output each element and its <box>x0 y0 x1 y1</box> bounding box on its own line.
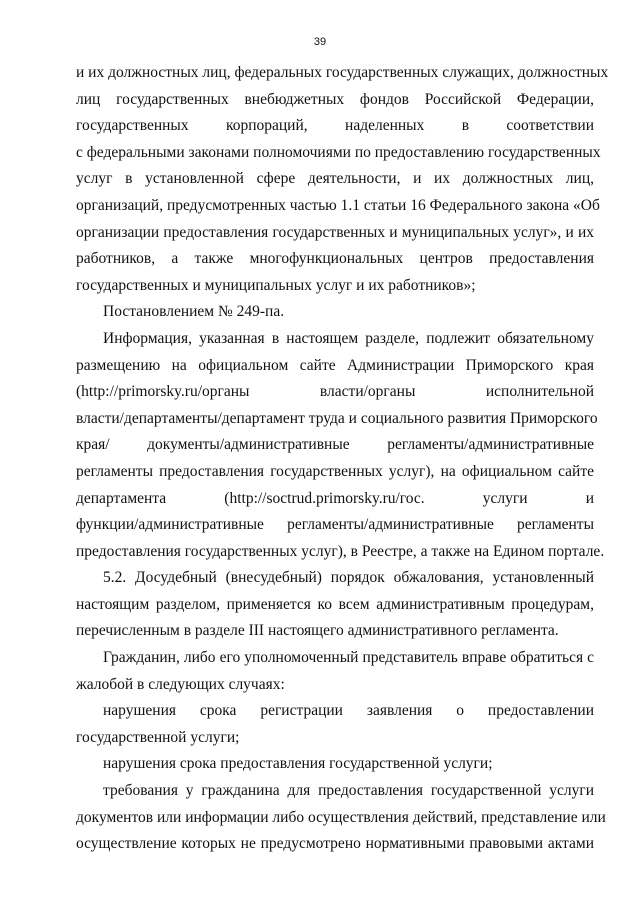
text-line: государственной услуги; <box>76 728 240 746</box>
text-line: перечисленным в разделе III настоящего административного регламента. <box>76 622 559 640</box>
text-line: с федеральными законами полномочиями по предоставлению государственных <box>76 143 601 161</box>
text-line: Постановлением № 249-па. <box>103 303 285 321</box>
page-number: 39 <box>313 36 327 48</box>
text-line: услуг в установленной сфере деятельности, и их должностных лиц, <box>76 170 594 188</box>
text-line: организации предоставления государственных и муниципальных услуг», и их <box>76 223 594 241</box>
text-line: государственных корпораций, наделенных в соответствии <box>76 117 594 135</box>
text-line: предоставления государственных услуг), в Реестре, а также на Едином портале. <box>76 542 605 560</box>
text-line: настоящим разделом, применяется ко всем административным процедурам, <box>76 595 594 613</box>
text-line: (http://primorsky.ru/органы власти/органы исполнительной <box>76 383 594 401</box>
text-line: края/ документы/административные регламенты/административные <box>76 436 594 454</box>
text-line: документов или информации либо осуществления действий, представление или <box>76 808 606 826</box>
text-line: организаций, предусмотренных частью 1.1 статьи 16 Федерального закона «Об <box>76 196 600 214</box>
text-line: Гражданин, либо его уполномоченный представитель вправе обратиться с <box>103 649 594 667</box>
text-line: жалобой в следующих случаях: <box>76 675 285 693</box>
text-line: власти/департаменты/департамент труда и социального развития Приморского <box>76 409 598 427</box>
text-line: работников, а также многофункциональных центров предоставления <box>76 250 594 268</box>
text-line: размещению на официальном сайте Администрации Приморского края <box>76 356 594 374</box>
text-line: департамента (http://soctrud.primorsky.ru/гос. услуги и <box>76 489 594 507</box>
text-line: Информация, указанная в настоящем разделе, подлежит обязательному <box>103 329 594 347</box>
text-line: 5.2. Досудебный (внесудебный) порядок обжалования, установленный <box>103 569 594 587</box>
text-line: требования у гражданина для предоставления государственной услуги <box>103 782 594 800</box>
text-line: регламенты предоставления государственных услуг), на официальном сайте <box>76 462 594 480</box>
text-line: нарушения срока регистрации заявления о предоставлении <box>103 702 594 720</box>
text-line: лиц государственных внебюджетных фондов Российской Федерации, <box>76 90 594 108</box>
text-line: нарушения срока предоставления государственной услуги; <box>103 755 493 773</box>
text-line: государственных и муниципальных услуг и их работников»; <box>76 276 476 294</box>
text-line: осуществление которых не предусмотрено нормативными правовыми актами <box>76 835 594 853</box>
body-text <box>76 60 609 858</box>
text-line: функции/административные регламенты/административные регламенты <box>76 516 594 534</box>
text-line: и их должностных лиц, федеральных государственных служащих, должностных <box>76 64 609 81</box>
